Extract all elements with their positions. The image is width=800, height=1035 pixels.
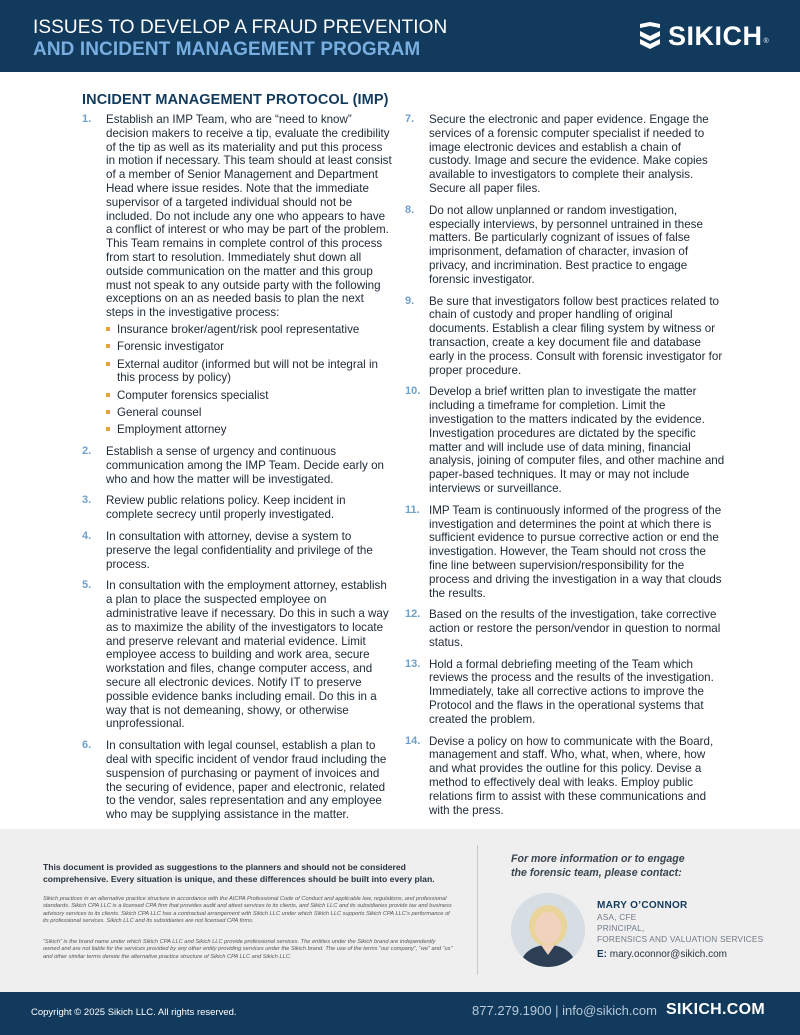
vertical-divider [477, 845, 478, 975]
list-item [405, 658, 725, 727]
square-bullet-icon [106, 410, 110, 414]
item-number: 3. [82, 494, 92, 507]
list-item [82, 739, 394, 822]
item-number: 4. [82, 530, 92, 543]
item-text: Based on the results of the investigation, take corrective action or restore the person/vendor in question to normal status. [429, 608, 721, 649]
page-header [0, 0, 800, 72]
list-item [82, 445, 394, 486]
list-item [405, 204, 725, 287]
item-text: Do not allow unplanned or random investigation, especially interviews, by personnel untrained in these matters. Be particularly cognizant of issues of false imprisonment, defamation of character, invasion of privacy, and incrimination. Best practice to engage forensic investigator. [429, 203, 703, 286]
phone-email-contact[interactable]: 877.279.1900 | info@sikich.com [472, 1003, 657, 1018]
item-number: 5. [82, 579, 92, 592]
item-text: Hold a formal debriefing meeting of the Team which reviews the process and the results of the investigation. Immediately, take all corrective actions to improve the Protocol and the flaws in the operational systems that created the problem. [429, 657, 714, 726]
bottom-bar [0, 992, 800, 1035]
disclaimer-small: Sikich practices in an alternative practice structure in accordance with the AICPA Professional Code of Conduct and applicable law, regulations, and professional standards. Sikich CPA LLC is a licensed CPA firm that provides audit and attest services to its clients, and Sikich LLC and its subsidiaries provide tax and business advisory services to its clients. Sikich CPA LLC has a contractual arrangement with Sikich LLC under which Sikich LLC supports Sikich CPA LLC’s performance of its professional services. Sikich LLC and its subsidiaries are not licensed CPA firms. [43, 896, 452, 925]
item-text: Develop a brief written plan to investigate the matter including a timeframe for completion. Limit the investigation to the matters indicated by the evidence. Investigation procedures are dictated by the specific matter and will include use of data mining, financial analysis, joining of computer files, and other machine and paper-based techniques. It may or may not include interviews or surveillance. [429, 385, 725, 495]
square-bullet-icon [106, 327, 110, 331]
logo-wordmark: SIKICH [668, 21, 763, 51]
item-text: Establish an IMP Team, who are “need to know” decision makers to receive a tip, evaluate the credibility of the tip as well as its materiality and put this process in motion if necessary. This team should at least consist of a member of Senior Management and Department Head where issue resides. Note that the immediate supervisor of a targeted individual should not be included. Do not include any one who appears to have a conflict of interest or who may be part of the problem. This Team remains in complete control of this process from start to resolution. Immediately shut down all outside communication on the matter and this group must not speak to any outside party with the following exceptions on an as needed basis to plan the next steps in the investigative process: [106, 113, 392, 320]
item-text: Secure the electronic and paper evidence. Engage the services of a forensic computer specialist if needed to image electronic devices and establish a chain of custody. Image and secure the evidence. Make copies available to investigators to complete their analysis. Secure all paper files. [429, 113, 709, 195]
email-link[interactable]: mary.oconnor@sikich.com [609, 949, 728, 960]
list-item [405, 504, 725, 601]
item-text: Devise a policy on how to communicate with the Board, management and staff. Who, what, when, where, how and what provides the outline for this policy. Devise a method to effectively deal with leaks. Employ public relations firm to assist with these communications and with the press. [429, 734, 714, 817]
exceptions-list [106, 323, 394, 437]
website-link[interactable]: SIKICH.COM [666, 1001, 765, 1018]
copyright: Copyright © 2025 Sikich LLC. All rights reserved. [31, 1007, 237, 1018]
list-item [82, 113, 394, 437]
list-item [82, 494, 394, 522]
bullet-item: General counsel [106, 406, 394, 420]
list-item [82, 579, 394, 731]
item-number: 13. [405, 657, 421, 670]
item-text: In consultation with the employment attorney, establish a plan to place the suspected employee on administrative leave if necessary. Do this in such a way as to maximize the ability of the investigators to locate and preserve relevant and material evidence. Limit employee access to building and work area, secure workstation and files, change computer access, and secure all electronic devices. Notify IT to preserve possible evidence banks including email. Do this in a way that is not demeaning, showy, or otherwise unprofessional. [106, 579, 389, 731]
item-number: 10. [405, 385, 421, 398]
list-item [82, 530, 394, 571]
contact-role: PRINCIPAL, [597, 923, 645, 933]
disclaimer-small: “Sikich” is the brand name under which Sikich CPA LLC and Sikich LLC provide professional services. The entities under the Sikich brand are independently owned and are not liable for the services provided by any other entity providing services under the Sikich brand. The use of the terms “our company”, “we” and “us” and other similar terms denote the alternative practice structure of Sikich CPA LLC and Sikich LLC. [43, 939, 453, 960]
item-text: Be sure that investigators follow best practices related to chain of custody and proper handling of original documents. Establish a clear filing system by witness or transaction, create a key document file and database early in the process. Consult with forensic investigator for proper procedure. [429, 294, 723, 377]
contact-name: MARY O’CONNOR [597, 900, 688, 911]
right-column [405, 113, 725, 825]
item-number: 1. [82, 113, 92, 125]
document-title [33, 17, 447, 61]
disclaimer-bold: This document is provided as suggestions to the planners and should not be considered comprehensive. Every situation is unique, and these differences should be built into every plan. [43, 862, 435, 884]
bullet-item: External auditor (informed but will not be integral in this process by policy) [106, 358, 394, 386]
item-number: 8. [405, 203, 415, 216]
bullet-item: Forensic investigator [106, 340, 394, 354]
item-text: In consultation with legal counsel, establish a plan to deal with specific incident of vendor fraud including the suspension of purchasing or payment of invoices and the securing of evidence, paper and electronic, related to the vendor, sales representation and any employee who may be supplying assistance in the matter. [106, 739, 387, 822]
title-line-1: ISSUES TO DEVELOP A FRAUD PREVENTION [33, 17, 448, 38]
contact-email[interactable] [597, 949, 727, 960]
item-text: IMP Team is continuously informed of the progress of the investigation and determines the point at which there is sufficient evidence to pursue corrective action or end the investigation. However, the Team should not cross the fine line between supervision/responsibility for the process and driving the investigation in a way that clouds the results. [429, 503, 722, 600]
item-number: 2. [82, 445, 92, 458]
list-item [405, 113, 725, 196]
item-number: 14. [405, 734, 421, 747]
item-number: 11. [405, 503, 420, 516]
square-bullet-icon [106, 344, 110, 348]
square-bullet-icon [106, 362, 110, 366]
list-item [405, 735, 725, 818]
item-number: 9. [405, 294, 415, 307]
bullet-item: Employment attorney [106, 423, 394, 437]
item-number: 7. [405, 113, 415, 125]
item-number: 6. [82, 739, 92, 752]
item-text: In consultation with attorney, devise a system to preserve the legal confidentiality and privilege of the process. [106, 530, 373, 571]
bullet-item: Computer forensics specialist [106, 389, 394, 403]
item-text: Review public relations policy. Keep incident in complete secrecy until properly investigated. [106, 494, 346, 522]
item-number: 12. [405, 608, 421, 621]
list-item [405, 385, 725, 495]
sikich-chevron-logo-icon [638, 22, 662, 50]
square-bullet-icon [106, 393, 110, 397]
registered-mark: ® [763, 38, 769, 45]
section-title: INCIDENT MANAGEMENT PROTOCOL (IMP) [82, 92, 389, 108]
item-text: Establish a sense of urgency and continuous communication among the IMP Team. Decide early on who and how the matter will be investigated. [106, 445, 384, 486]
email-label: E: [597, 949, 607, 960]
footer-info-band [0, 829, 800, 992]
title-line-2: AND INCIDENT MANAGEMENT PROGRAM [33, 39, 421, 60]
contact-lead: For more information or to engage the forensic team, please contact: [511, 853, 685, 879]
left-column [82, 113, 394, 830]
person-portrait-icon [511, 893, 585, 967]
contact-credentials: ASA, CFE [597, 912, 637, 922]
list-item [405, 295, 725, 378]
square-bullet-icon [106, 427, 110, 431]
contact-photo [511, 893, 585, 967]
sikich-logo [638, 20, 769, 52]
list-item [405, 608, 725, 649]
contact-department: FORENSICS AND VALUATION SERVICES [597, 934, 764, 944]
bullet-item: Insurance broker/agent/risk pool representative [106, 323, 394, 337]
